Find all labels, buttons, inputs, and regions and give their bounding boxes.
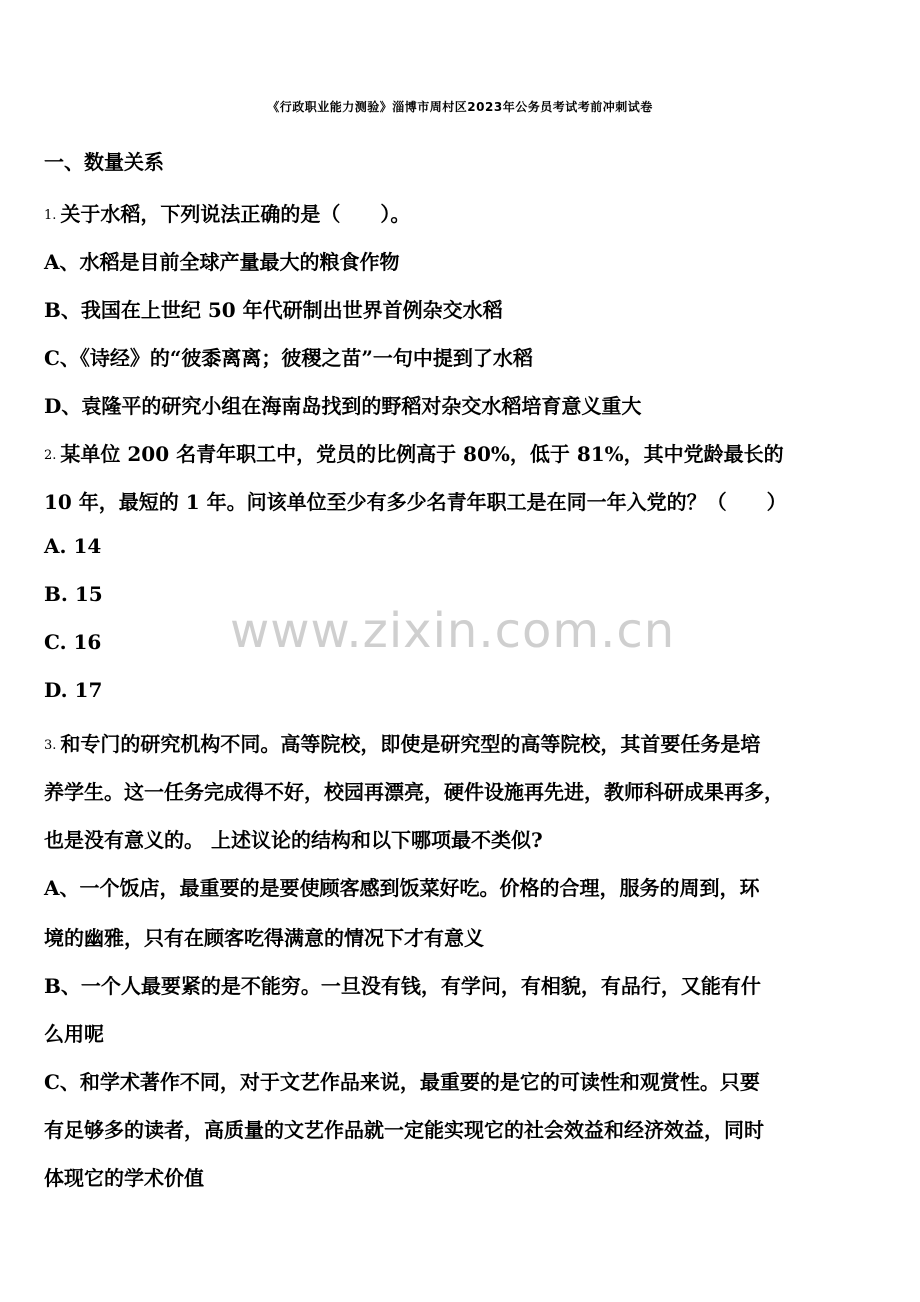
question-3-option-c-line-1: C、和学术著作不同，对于文艺作品来说，最重要的是它的可读性和观赏性。只要 <box>44 1070 760 1094</box>
question-number: 1. <box>44 208 57 223</box>
question-1-option-c: C、《诗经》的“彼黍离离；彼稷之苗”一句中提到了水稻 <box>44 346 533 370</box>
question-3-option-b-line-1: B、一个人最要紧的是不能穷。一旦没有钱，有学问，有相貌，有品行，又能有什 <box>44 974 761 998</box>
question-text: 某单位 200 名青年职工中，党员的比例高于 80%，低于 81%，其中党龄最长的 <box>60 442 784 466</box>
question-3-option-c-line-3: 体现它的学术价值 <box>44 1166 204 1190</box>
question-1-option-b: B、我国在上世纪 50 年代研制出世界首例杂交水稻 <box>44 298 503 322</box>
question-2-option-a: A. 14 <box>44 534 102 558</box>
question-1-option-d: D、袁隆平的研究小组在海南岛找到的野稻对杂交水稻培育意义重大 <box>44 394 642 418</box>
question-3-option-c-line-2: 有足够多的读者，高质量的文艺作品就一定能实现它的社会效益和经济效益，同时 <box>44 1118 764 1142</box>
question-2-option-d: D. 17 <box>44 678 103 702</box>
question-2-stem-line-1 <box>44 438 784 467</box>
question-3-stem-line-3: 也是没有意义的。 上述议论的结构和以下哪项最不类似? <box>44 828 543 852</box>
document-title: 《行政职业能力测验》淄博市周村区2023年公务员考试考前冲刺试卷 <box>267 100 653 114</box>
question-number: 3. <box>44 738 57 753</box>
question-text: 和专门的研究机构不同。高等院校，即使是研究型的高等院校，其首要任务是培 <box>60 732 761 756</box>
question-3-stem-line-1 <box>44 728 760 757</box>
watermark: www.zixin.com.cn <box>230 603 676 659</box>
question-3-option-a-line-2: 境的幽雅，只有在顾客吃得满意的情况下才有意义 <box>44 926 484 950</box>
question-number: 2. <box>44 448 57 463</box>
question-1-option-a: A、水稻是目前全球产量最大的粮食作物 <box>44 250 400 274</box>
question-2-option-c: C. 16 <box>44 630 102 654</box>
question-text: 关于水稻，下列说法正确的是（ ）。 <box>60 202 411 226</box>
question-2-stem-line-2: 10 年，最短的 1 年。问该单位至少有多少名青年职工是在同一年入党的？（ ） <box>44 490 787 514</box>
question-3-stem-line-2: 养学生。这一任务完成得不好，校园再漂亮，硬件设施再先进，教师科研成果再多， <box>44 780 784 804</box>
question-3-option-b-line-2: 么用呢 <box>44 1022 104 1046</box>
section-heading: 一、数量关系 <box>44 150 164 174</box>
question-1-stem <box>44 198 410 227</box>
question-3-option-a-line-1: A、一个饭店，最重要的是要使顾客感到饭菜好吃。价格的合理，服务的周到，环 <box>44 876 760 900</box>
question-2-option-b: B. 15 <box>44 582 103 606</box>
